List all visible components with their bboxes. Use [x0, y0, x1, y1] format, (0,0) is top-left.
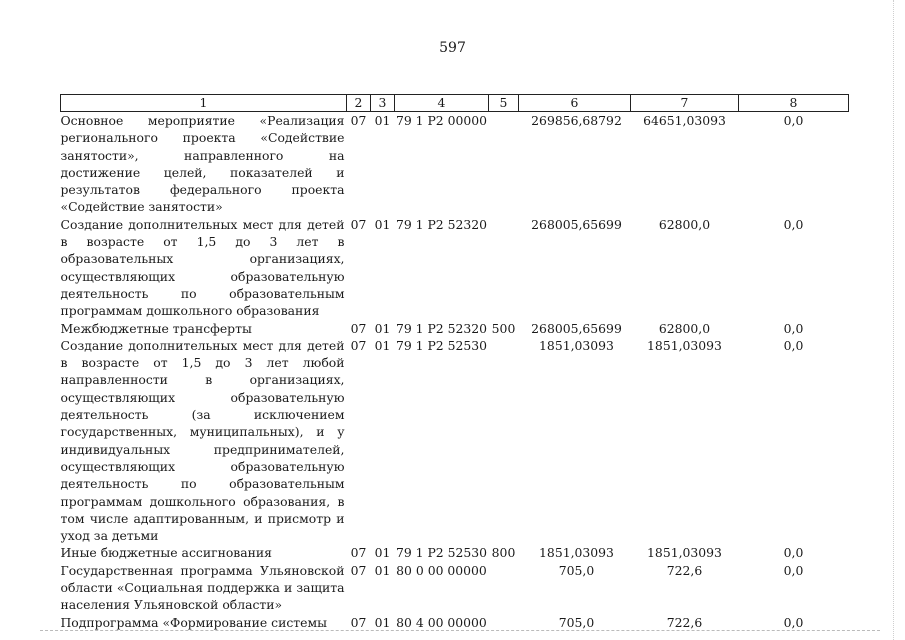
row-target-code: 79 1 P2 52530	[395, 337, 488, 353]
row-amount-3: 0,0	[783, 337, 804, 353]
row-subsection: 01	[374, 216, 391, 232]
table-row	[61, 544, 849, 561]
row-subsection: 01	[374, 545, 391, 561]
row-section: 07	[350, 337, 367, 353]
row-section: 07	[350, 562, 367, 578]
row-amount-2: 62800,0	[658, 216, 711, 232]
row-amount-1: 705,0	[558, 614, 595, 630]
row-amount-1: 268005,65699	[531, 216, 622, 232]
row-name: Создание дополнительных мест для детей в возрасте от 1,5 до 3 лет любой направленности в организациях, осуществляющих образовательную деятельность (за исключением государственных, муниципальных), и у индивидуальных предпринимателей, осуществляющих образовательную деятельность по образовательным программам дошкольного образования, в том числе адаптированным, и присмотр и уход за детьми	[60, 337, 345, 544]
row-target-code: 79 1 P2 00000	[395, 113, 488, 128]
row-target-code: 80 0 00 00000	[396, 562, 487, 578]
row-amount-1: 1851,03093	[539, 545, 614, 561]
row-amount-3: 0,0	[783, 216, 804, 232]
row-amount-3: 0,0	[783, 113, 804, 128]
column-header: 3	[371, 95, 395, 112]
column-header: 6	[519, 95, 631, 112]
row-expense-type: 800	[491, 545, 516, 561]
column-header: 2	[347, 95, 371, 112]
row-subsection: 01	[374, 562, 391, 578]
row-name: Государственная программа Ульяновской области «Социальная поддержка и защита населения Ульяновской области»	[60, 562, 345, 613]
row-section: 07	[350, 320, 367, 336]
row-amount-2: 62800,0	[658, 320, 711, 336]
row-subsection: 01	[374, 614, 391, 630]
table-header-row	[61, 95, 849, 112]
row-amount-2: 722,6	[666, 614, 703, 630]
row-expense-type: 500	[491, 320, 516, 336]
row-expense-type	[489, 562, 519, 614]
table-row	[61, 320, 849, 337]
row-amount-1: 269856,68792	[531, 113, 622, 128]
row-amount-2: 64651,03093	[643, 113, 726, 128]
row-subsection: 01	[374, 320, 391, 336]
table-row	[61, 337, 849, 545]
scan-edge-line	[893, 0, 894, 640]
row-expense-type	[489, 112, 519, 216]
row-section: 07	[350, 216, 367, 232]
row-target-code: 79 1 P2 52320	[395, 320, 488, 336]
row-amount-1: 1851,03093	[539, 337, 614, 353]
row-amount-2: 1851,03093	[647, 545, 722, 561]
row-section: 07	[350, 545, 367, 561]
column-header: 8	[739, 95, 849, 112]
column-header: 4	[395, 95, 489, 112]
row-name: Межбюджетные трансферты	[60, 320, 252, 336]
column-header: 5	[489, 95, 519, 112]
row-section: 07	[350, 614, 367, 630]
row-amount-2: 1851,03093	[647, 337, 722, 353]
row-section: 07	[350, 113, 367, 128]
table-row	[61, 112, 849, 216]
budget-table	[60, 94, 849, 631]
table-row	[61, 216, 849, 320]
row-amount-1: 268005,65699	[531, 320, 622, 336]
row-amount-3: 0,0	[783, 562, 804, 578]
scan-edge-line	[40, 630, 880, 631]
row-target-code: 79 1 P2 52530	[395, 545, 488, 561]
row-name: Создание дополнительных мест для детей в возрасте от 1,5 до 3 лет в образовательных организациях, осуществляющих образовательную деятельность по образовательным программам дошкольного образования	[60, 216, 345, 319]
row-name: Иные бюджетные ассигнования	[60, 545, 272, 561]
column-header: 7	[631, 95, 739, 112]
row-subsection: 01	[374, 113, 391, 128]
row-amount-3: 0,0	[783, 320, 804, 336]
row-name: Подпрограмма «Формирование системы	[60, 614, 327, 630]
table-row	[61, 614, 849, 631]
row-target-code: 79 1 P2 52320	[395, 216, 488, 232]
row-expense-type	[489, 614, 519, 631]
row-amount-2: 722,6	[666, 562, 703, 578]
row-amount-1: 705,0	[558, 562, 595, 578]
page-number: 597	[439, 40, 466, 56]
row-amount-3: 0,0	[783, 614, 804, 630]
column-header: 1	[61, 95, 347, 112]
row-expense-type	[489, 216, 519, 320]
row-name: Основное мероприятие «Реализация регионального проекта «Содействие занятости», направленного на достижение целей, показателей и результатов федерального проекта «Содействие занятости»	[60, 113, 345, 215]
table-row	[61, 562, 849, 614]
row-amount-3: 0,0	[783, 545, 804, 561]
row-expense-type	[489, 337, 519, 545]
row-subsection: 01	[374, 337, 391, 353]
row-target-code: 80 4 00 00000	[396, 614, 487, 630]
